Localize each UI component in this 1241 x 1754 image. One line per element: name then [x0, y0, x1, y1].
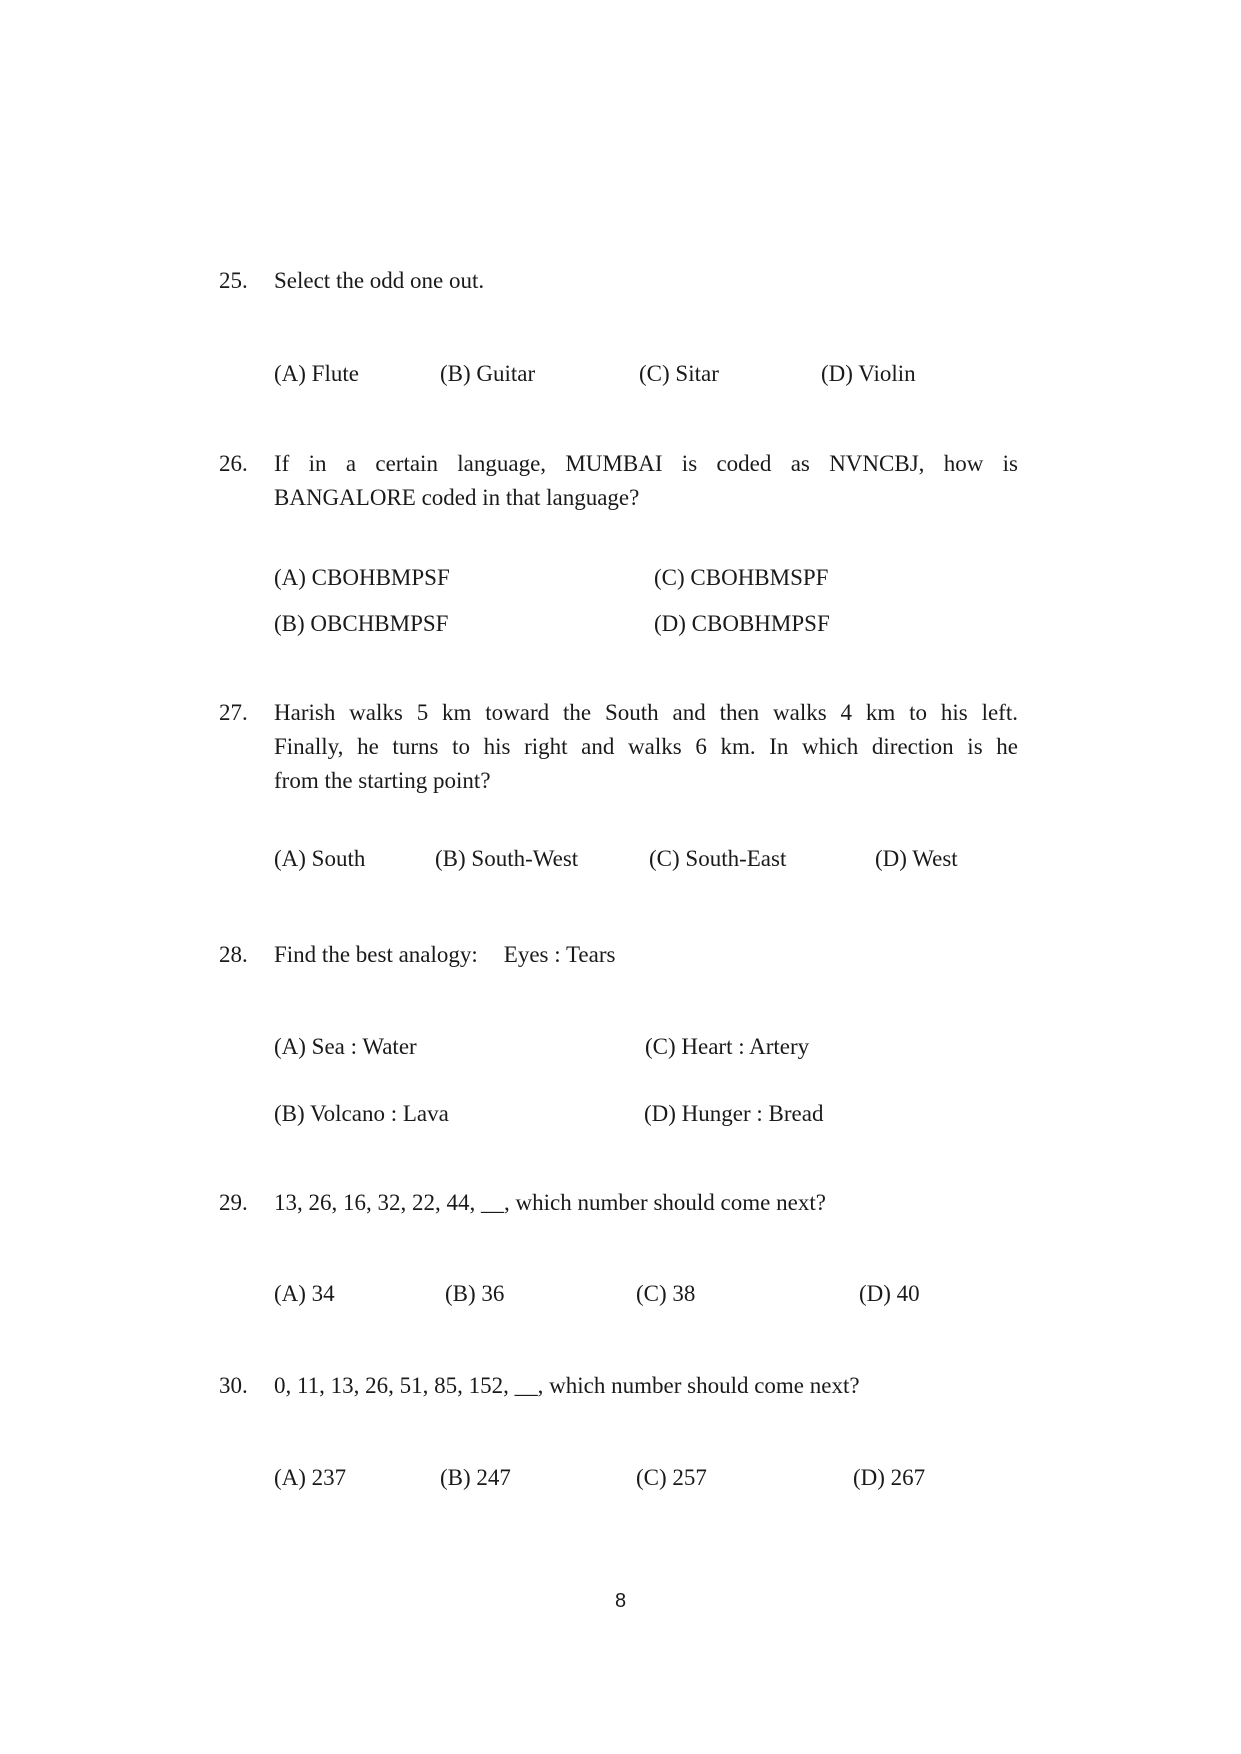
option-a: (A) Sea : Water: [274, 1034, 417, 1059]
option-c: (C) 38: [636, 1281, 696, 1306]
question-line: from the starting point?: [274, 768, 491, 793]
option-c: (C) South-East: [649, 846, 787, 871]
question-28: [219, 938, 1019, 1138]
question-29: [219, 1186, 1019, 1316]
question-line: Select the odd one out.: [274, 268, 485, 293]
option-d: (D) CBOBHMPSF: [654, 611, 830, 636]
option-c: (C) CBOHBMSPF: [654, 565, 829, 590]
option-a: (A) 34: [274, 1281, 335, 1306]
option-d: (D) 267: [853, 1465, 926, 1490]
option-d: (D) West: [875, 846, 958, 871]
question-number: 29.: [219, 1190, 248, 1215]
question-text: [274, 938, 1018, 972]
question-line: Finally, he turns to his right and walks 6 km. In which direction is he: [274, 734, 1018, 759]
question-text: [274, 696, 1018, 798]
question-number: 26.: [219, 451, 248, 476]
question-25: [219, 264, 1019, 394]
question-line: BANGALORE coded in that language?: [274, 485, 640, 510]
question-27: [219, 696, 1019, 896]
question-line: [274, 938, 1018, 972]
question-line: If in a certain language, MUMBAI is coded as NVNCBJ, how is: [274, 451, 1018, 476]
question-number: 25.: [219, 268, 248, 293]
question-line: 13, 26, 16, 32, 22, 44, __, which number should come next?: [274, 1190, 826, 1215]
option-b: (B) Volcano : Lava: [274, 1101, 449, 1126]
option-d: (D) Violin: [821, 361, 916, 386]
question-30: [219, 1369, 1019, 1499]
option-b: (B) 247: [440, 1465, 511, 1490]
option-c: (C) 257: [636, 1465, 707, 1490]
question-text: [274, 447, 1018, 515]
question-number: 28.: [219, 942, 248, 967]
question-line: 0, 11, 13, 26, 51, 85, 152, __, which number should come next?: [274, 1373, 860, 1398]
option-b: (B) Guitar: [440, 361, 536, 386]
question-number: 30.: [219, 1373, 248, 1398]
page-number: 8: [614, 1590, 627, 1612]
question-number: 27.: [219, 700, 248, 725]
option-d: (D) 40: [859, 1281, 920, 1306]
analogy-pair: Eyes : Tears: [503, 942, 616, 967]
option-b: (B) OBCHBMPSF: [274, 611, 449, 636]
option-a: (A) 237: [274, 1465, 347, 1490]
question-line: Harish walks 5 km toward the South and then walks 4 km to his left.: [274, 700, 1018, 725]
option-a: (A) Flute: [274, 361, 359, 386]
option-c: (C) Sitar: [639, 361, 719, 386]
option-a: (A) CBOHBMPSF: [274, 565, 450, 590]
question-text: [274, 1186, 1018, 1220]
option-b: (B) 36: [445, 1281, 505, 1306]
question-prompt: Find the best analogy:: [274, 942, 478, 967]
question-text: [274, 264, 1018, 298]
option-a: (A) South: [274, 846, 366, 871]
question-text: [274, 1369, 1018, 1403]
question-26: [219, 447, 1019, 647]
option-d: (D) Hunger : Bread: [644, 1101, 824, 1126]
option-b: (B) South-West: [435, 846, 579, 871]
option-c: (C) Heart : Artery: [645, 1034, 810, 1059]
